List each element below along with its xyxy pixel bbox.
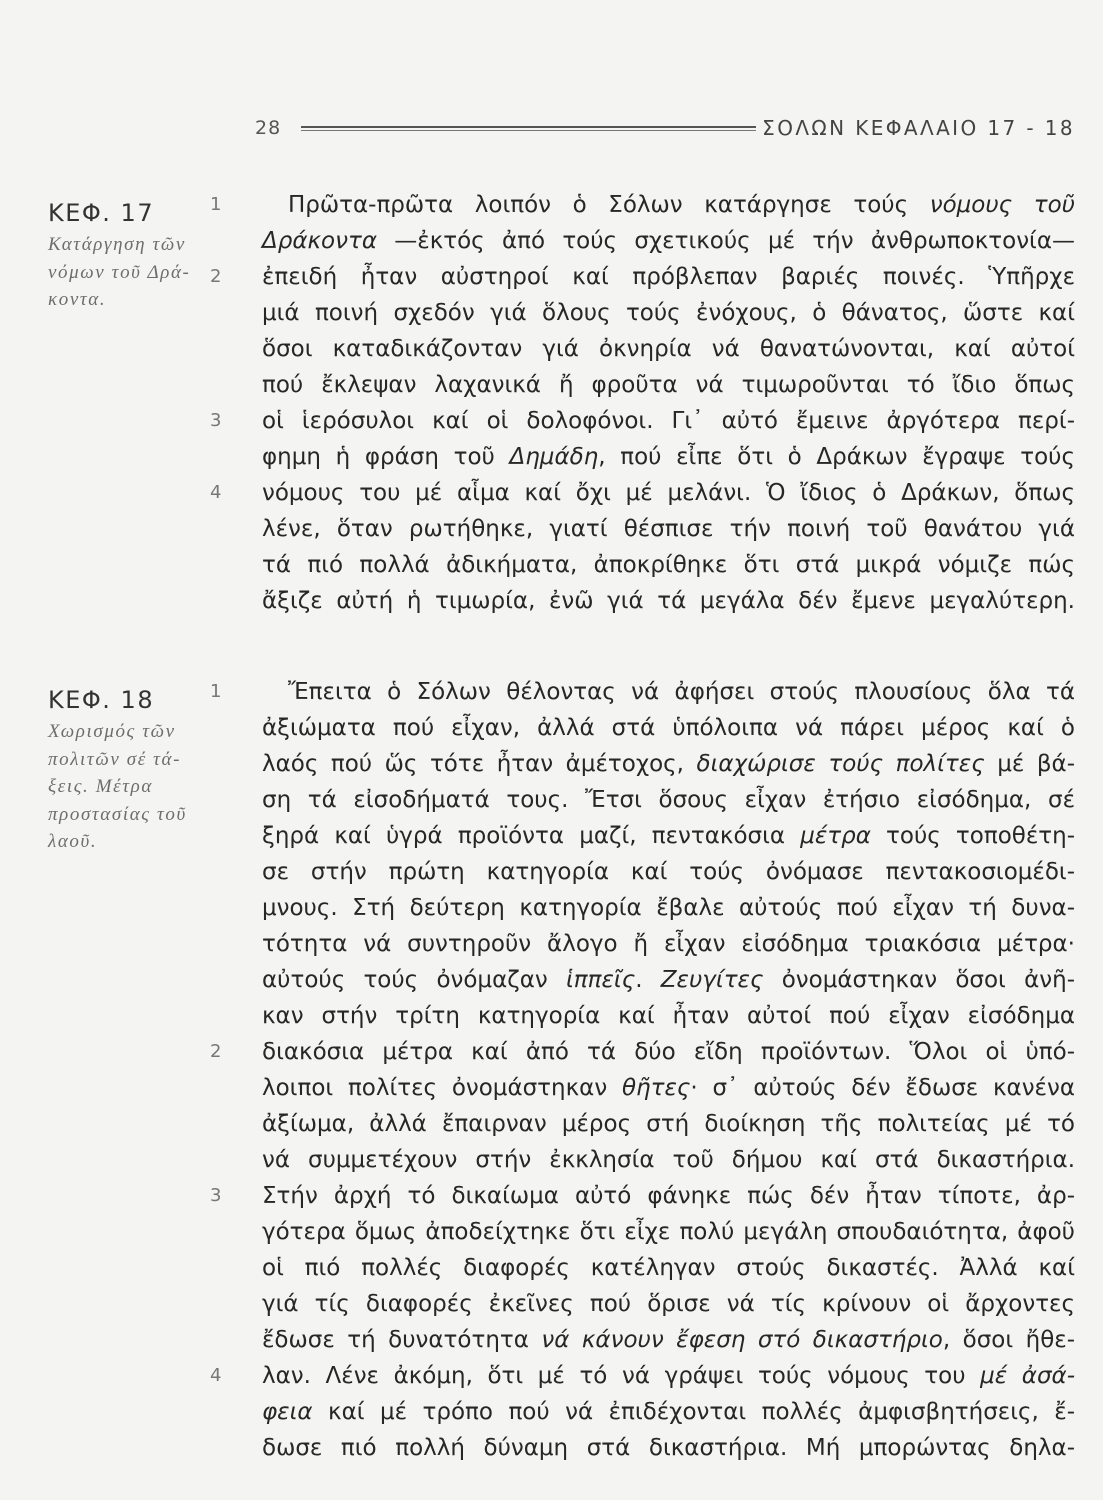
page-number: 28 <box>255 117 282 139</box>
text-segment: διακόσια μέτρα καί ἀπό τά δύο εἴδη προϊόντων. Ὅλοι οἱ ὑπό- <box>262 1039 1075 1065</box>
side-note-line: Χωρισμός τῶν <box>48 721 176 742</box>
text-line <box>262 1394 1075 1430</box>
text-segment: λένε, ὅταν ρωτήθηκε, γιατί θέσπισε τήν ποινή τοῦ θανάτου γιά <box>262 516 1075 542</box>
text-segment: φημη ἡ φράση τοῦ <box>262 444 510 470</box>
side-note-line: κοντα. <box>48 289 107 310</box>
text-line <box>210 1358 1076 1394</box>
text-segment: . <box>635 967 661 993</box>
text-line <box>262 511 1075 547</box>
line-number: 4 <box>210 482 222 503</box>
text-line <box>262 1250 1075 1286</box>
chapter-label: ΚΕΦ. 17 <box>48 199 155 227</box>
section-text <box>210 674 1076 1466</box>
text-segment: γότερα ὅμως ἀποδείχτηκε ὅτι εἶχε πολύ μεγάλη σπουδαιότητα, ἀφοῦ <box>262 1219 1075 1245</box>
text-line <box>262 818 1075 854</box>
chapter-sections <box>0 187 1103 1466</box>
section-text <box>210 187 1075 619</box>
text-line <box>210 674 1075 710</box>
text-segment: ἐπειδή ἦταν αὐστηροί καί πρόβλεπαν βαριές ποινές. Ὑπῆρχε <box>262 264 1075 290</box>
text-segment: νόμους του μέ αἷμα καί ὄχι μέ μελάνι. Ὁ ἴδιος ὁ Δράκων, ὅπως <box>262 480 1075 506</box>
text-line <box>210 403 1075 439</box>
text-segment: λαν. Λένε ἀκόμη, ὅτι μέ τό νά γράψει τούς νόμους του <box>262 1363 981 1389</box>
text-segment: πού ἔκλεψαν λαχανικά ἤ φροῦτα νά τιμωροῦνται τό ἴδιο ὅπως <box>262 372 1075 398</box>
text-line <box>262 1106 1075 1142</box>
line-number: 4 <box>210 1365 222 1386</box>
text-segment: μέ βά- <box>984 751 1076 777</box>
text-line <box>262 439 1075 475</box>
text-line <box>262 547 1075 583</box>
text-line <box>262 1286 1075 1322</box>
text-line <box>262 583 1075 619</box>
text-line <box>262 746 1075 782</box>
text-line <box>262 998 1075 1034</box>
text-segment: Στήν ἀρχή τό δικαίωμα αὐτό φάνηκε πώς δέν ἦταν τίποτε, ἀρ- <box>262 1183 1075 1209</box>
side-note-line: λαοῦ. <box>48 831 98 852</box>
line-number: 1 <box>210 681 222 702</box>
text-segment: τούς τοποθέτη- <box>870 823 1075 849</box>
line-number: 2 <box>210 266 222 287</box>
text-line <box>262 1070 1075 1106</box>
italic-term: θῆτες <box>621 1075 691 1101</box>
text-line <box>262 1430 1075 1466</box>
text-segment: , ὅσοι ἤθε- <box>942 1327 1076 1353</box>
text-line <box>262 890 1075 926</box>
italic-term: νόμους τοῦ <box>929 192 1075 218</box>
text-line <box>262 854 1075 890</box>
text-line <box>210 475 1075 511</box>
text-line <box>262 782 1075 818</box>
text-segment: —ἐκτός ἀπό τούς σχετικούς μέ τήν ἀνθρωποκτονία— <box>376 228 1075 254</box>
italic-term: ἱππεῖς <box>566 967 636 993</box>
text-segment: νά συμμετέχουν στήν ἐκκλησία τοῦ δήμου καί στά δικαστήρια. <box>262 1147 1075 1173</box>
chapter-section <box>0 674 1103 1466</box>
text-line <box>262 223 1075 259</box>
italic-term: μέτρα <box>800 823 871 849</box>
italic-term: Δημάδη <box>509 444 599 470</box>
text-segment: · σ᾿ αὐτούς δέν ἔδωσε κανένα <box>690 1075 1075 1101</box>
text-segment: τά πιό πολλά ἀδικήματα, ἀποκρίθηκε ὅτι στά μικρά νόμιζε πώς <box>262 552 1075 578</box>
text-segment: ὅσοι καταδικάζονταν γιά ὀκνηρία νά θανατώνονται, καί αὐτοί <box>262 336 1075 362</box>
side-note-line: προστασίας τοῦ <box>48 803 187 825</box>
text-segment: δωσε πιό πολλή δύναμη στά δικαστήρια. Μή μπορώντας δηλα- <box>262 1435 1075 1461</box>
text-line <box>262 1322 1075 1358</box>
italic-term: νά κάνουν ἔφεση στό δικαστήριο <box>541 1327 943 1353</box>
italic-term: μέ ἀσά- <box>980 1363 1076 1389</box>
text-segment: μιά ποινή σχεδόν γιά ὅλους τούς ἐνόχους, ὁ θάνατος, ὥστε καί <box>262 300 1075 326</box>
text-segment: λοιποι πολίτες ὀνομάστηκαν <box>262 1075 622 1101</box>
text-segment: τότητα νά συντηροῦν ἄλογο ἤ εἶχαν εἰσόδημα τριακόσια μέτρα· <box>262 931 1075 957</box>
line-number: 3 <box>210 410 222 431</box>
text-segment: Ἔπειτα ὁ Σόλων θέλοντας νά ἀφήσει στούς πλουσίους ὅλα τά <box>288 679 1075 705</box>
text-line <box>262 1142 1075 1178</box>
running-title: ΣΟΛΩΝ ΚΕΦΑΛΑΙΟ 17 - 18 <box>762 116 1075 140</box>
text-segment: , πού εἶπε ὅτι ὁ Δράκων ἔγραψε τούς <box>598 444 1075 470</box>
text-segment: ση τά εἰσοδήματά τους. Ἔτσι ὅσους εἶχαν ἐτήσιο εἰσόδημα, σέ <box>262 787 1075 813</box>
text-segment: αὐτούς τούς ὀνόμαζαν <box>262 967 567 993</box>
text-line <box>210 259 1075 295</box>
side-note-line: νόμων τοῦ Δρά- <box>48 261 191 283</box>
text-line <box>210 187 1075 223</box>
line-number: 1 <box>210 194 222 215</box>
line-number: 2 <box>210 1041 222 1062</box>
text-segment: ὀνομάστηκαν ὅσοι ἀνῆ- <box>763 967 1075 993</box>
text-line <box>262 962 1075 998</box>
text-line <box>262 331 1075 367</box>
text-line <box>262 367 1075 403</box>
text-segment: ἔδωσε τή δυνατότητα <box>262 1327 542 1353</box>
chapter-label: ΚΕΦ. 18 <box>48 686 155 714</box>
text-segment: ἄξιζε αὐτή ἡ τιμωρία, ἐνῶ γιά τά μεγάλα δέν ἔμενε μεγαλύτερη. <box>262 588 1075 614</box>
italic-term: Δράκοντα <box>262 228 377 254</box>
side-note-line: πολιτῶν σέ τά- <box>48 748 182 770</box>
chapter-section <box>0 187 1103 619</box>
text-line <box>262 710 1075 746</box>
side-note <box>48 231 190 314</box>
header-rule <box>301 126 756 131</box>
italic-term: διαχώρισε τούς πολίτες <box>696 751 985 777</box>
text-segment: σε στήν πρώτη κατηγορία καί τούς ὀνόμασε πεντακοσιομέδι- <box>262 859 1075 885</box>
side-note-line: Κατάργηση τῶν <box>48 234 186 255</box>
italic-term: φεια <box>262 1399 313 1425</box>
text-segment: γιά τίς διαφορές ἐκεῖνες πού ὅρισε νά τίς κρίνουν οἱ ἄρχοντες <box>262 1291 1075 1317</box>
italic-term: Ζευγίτες <box>660 967 764 993</box>
text-line <box>262 1214 1075 1250</box>
running-header <box>255 113 1075 143</box>
side-note <box>48 718 187 856</box>
text-segment: καν στήν τρίτη κατηγορία καί ἦταν αὐτοί πού εἶχαν εἰσόδημα <box>262 1003 1075 1029</box>
text-line <box>262 295 1075 331</box>
text-segment: λαός πού ὥς τότε ἦταν ἀμέτοχος, <box>262 751 697 777</box>
text-line <box>210 1034 1075 1070</box>
text-segment: ξηρά καί ὑγρά προϊόντα μαζί, πεντακόσια <box>262 823 801 849</box>
text-line <box>262 926 1075 962</box>
text-segment: οἱ ἱερόσυλοι καί οἱ δολοφόνοι. Γι᾿ αὐτό ἔμεινε ἀργότερα περί- <box>262 408 1075 434</box>
line-number: 3 <box>210 1185 222 1206</box>
text-segment: ἀξίωμα, ἀλλά ἔπαιρναν μέρος στή διοίκηση τῆς πολιτείας μέ τό <box>262 1111 1075 1137</box>
text-segment: Πρῶτα-πρῶτα λοιπόν ὁ Σόλων κατάργησε τούς <box>288 192 930 218</box>
text-segment: καί μέ τρόπο πού νά ἐπιδέχονται πολλές ἀμφισβητήσεις, ἔ- <box>312 1399 1075 1425</box>
text-segment: ἀξιώματα πού εἶχαν, ἀλλά στά ὑπόλοιπα νά πάρει μέρος καί ὁ <box>262 715 1075 741</box>
text-line <box>210 1178 1075 1214</box>
text-segment: οἱ πιό πολλές διαφορές κατέληγαν στούς δικαστές. Ἀλλά καί <box>262 1255 1075 1281</box>
side-note-line: ξεις. Μέτρα <box>48 776 153 797</box>
text-segment: μνους. Στή δεύτερη κατηγορία ἔβαλε αὐτούς πού εἶχαν τή δυνα- <box>262 895 1075 921</box>
